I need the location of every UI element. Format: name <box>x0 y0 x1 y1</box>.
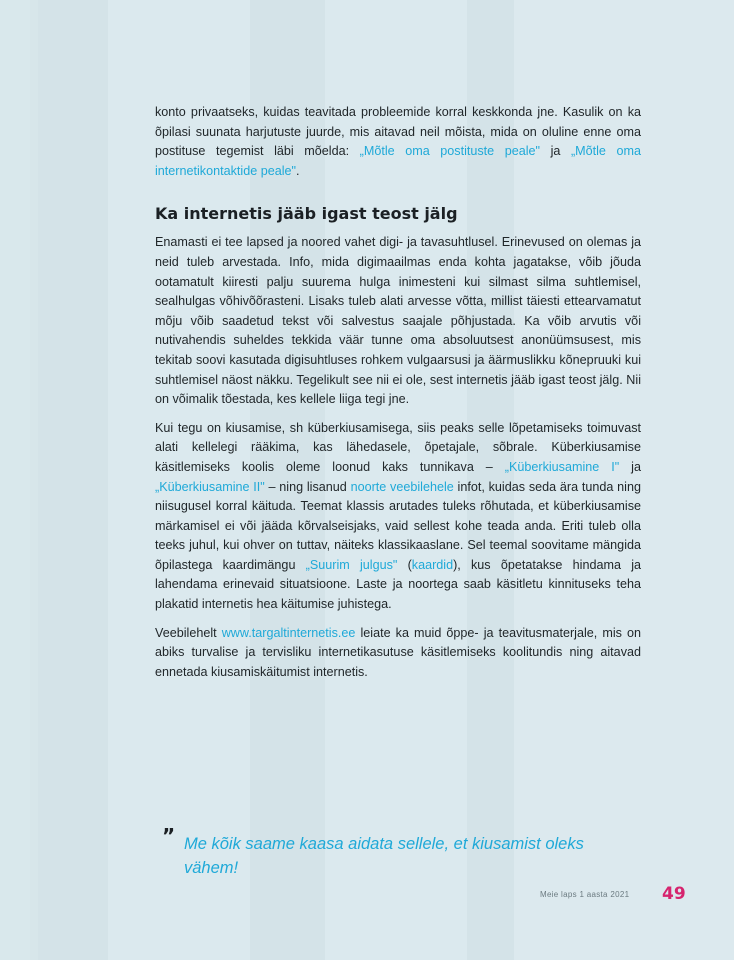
paragraph-text: Veebilehelt <box>155 625 222 640</box>
footer-publication: Meie laps 1 aasta 2021 <box>540 890 630 899</box>
intro-paragraph <box>155 103 641 181</box>
link-cyberbullying-1[interactable]: „Küberkiusamine I" <box>504 459 620 474</box>
intro-end: . <box>296 163 300 178</box>
background-band <box>38 0 108 960</box>
paragraph-text: ja <box>619 459 641 474</box>
intro-text: konto privaatseks, kuidas teavitada probleemide korral keskkonda jne. Kasulik on ka õpilasi suunata harjutuste juurde, mis aitavad neil mõista, mida on oluline enne oma postituse tegemist läbi mõelda: <box>155 105 641 159</box>
background-band <box>0 0 30 960</box>
quote-text: Me kõik saame kaasa aidata sellele, et kiusamist oleks vähem! <box>184 835 584 877</box>
paragraph-text: ), kus õpetatakse hindama ja lahendama erinevaid situatsioone. Laste ja noortega saab käsitletu kinnituseks teha plakatid internetis hea käitumise juhistega. <box>155 557 641 612</box>
link-cyberbullying-2[interactable]: „Küberkiusamine II" <box>155 479 265 494</box>
section-heading: Ka internetis jääb igast teost jälg <box>155 204 458 224</box>
intro-connector: ja <box>540 144 571 159</box>
paragraph-resources <box>155 624 641 683</box>
link-think-about-posts[interactable]: „Mõtle oma postituste peale" <box>359 144 541 159</box>
paragraph-differences: Enamasti ei tee lapsed ja noored vahet digi- ja tavasuhtlusel. Erinevused on olemas ja neid tuleb arvestada. Info, mida digimaailmas enda kohta jagatakse, võib jõuda ootamatult kiiresti palju suurema hulga inimesteni kui silmast silma suhtlemisel, sealhulgas võhivõõrasteni. Lisaks tuleb alati arvesse võtta, millist täiesti ettearvamatut mõju võib saadetud tekst või salvestus saajale põhjustada. Ka võib arvutis või nutivahendis suheldes tekkida väär tunne oma absoluutsest anonüümsusest, mis tekitab soovi kasutada digisuhtluses rohkem vulgaarsusi ja äärmuslikku kõnepruuki kui suhtlemisel näost näkku. Tegelikult see nii ei ole, sest internetis jääb igast teost jälg. Nii on võimalik tõestada, kes kellele liiga tegi jne. <box>155 235 641 407</box>
background-band <box>30 0 38 960</box>
paragraph-text: ( <box>397 557 412 572</box>
link-think-about-contacts[interactable]: „Mõtle oma internetikontaktide peale" <box>155 144 641 178</box>
link-targaltinternetis[interactable]: www.targaltinternetis.ee <box>221 625 356 640</box>
page-number: 49 <box>662 884 686 904</box>
link-cards[interactable]: kaardid <box>411 557 454 572</box>
link-card-game[interactable]: „Suurim julgus" <box>305 557 398 572</box>
quote-mark-icon: ” <box>162 824 176 848</box>
article-body <box>155 103 641 691</box>
paragraph-cyberbullying <box>155 419 641 615</box>
paragraph-text: Kui tegu on kiusamise, sh küberkiusamisega, siis peaks selle lõpetamiseks toimuvast alati kellelegi rääkima, kas lähedasele, õpetajale, sõbrale. Küberkiusamise käsitlemiseks koolis oleme loonud kaks tunnikava – <box>155 420 641 474</box>
paragraph-text: infot, kuidas seda ära tunda ning niisugusel korral käituda. Teemat klassis arutades tuleks rõhutada, et küberkiusamise märkamisel ei või jääda kõrvalseisjaks, vaid sellest kohe teada anda. Eriti tuleb olla teeks juhul, kui ohver on tuttav, näiteks klassikaaslane. Sel teemal soovitame mängida õpilastega kaardimängu <box>155 479 641 572</box>
link-youth-website[interactable]: noorte veebilehele <box>350 479 454 494</box>
paragraph-text: – ning lisanud <box>264 479 351 494</box>
paragraph-text: leiate ka muid õppe- ja teavitusmaterjale, mis on abiks turvalise ja tervisliku internetikasutuse käsitlemiseks koolitundis ning aitavad ennetada kiusamiskäitumist internetis. <box>155 625 642 679</box>
